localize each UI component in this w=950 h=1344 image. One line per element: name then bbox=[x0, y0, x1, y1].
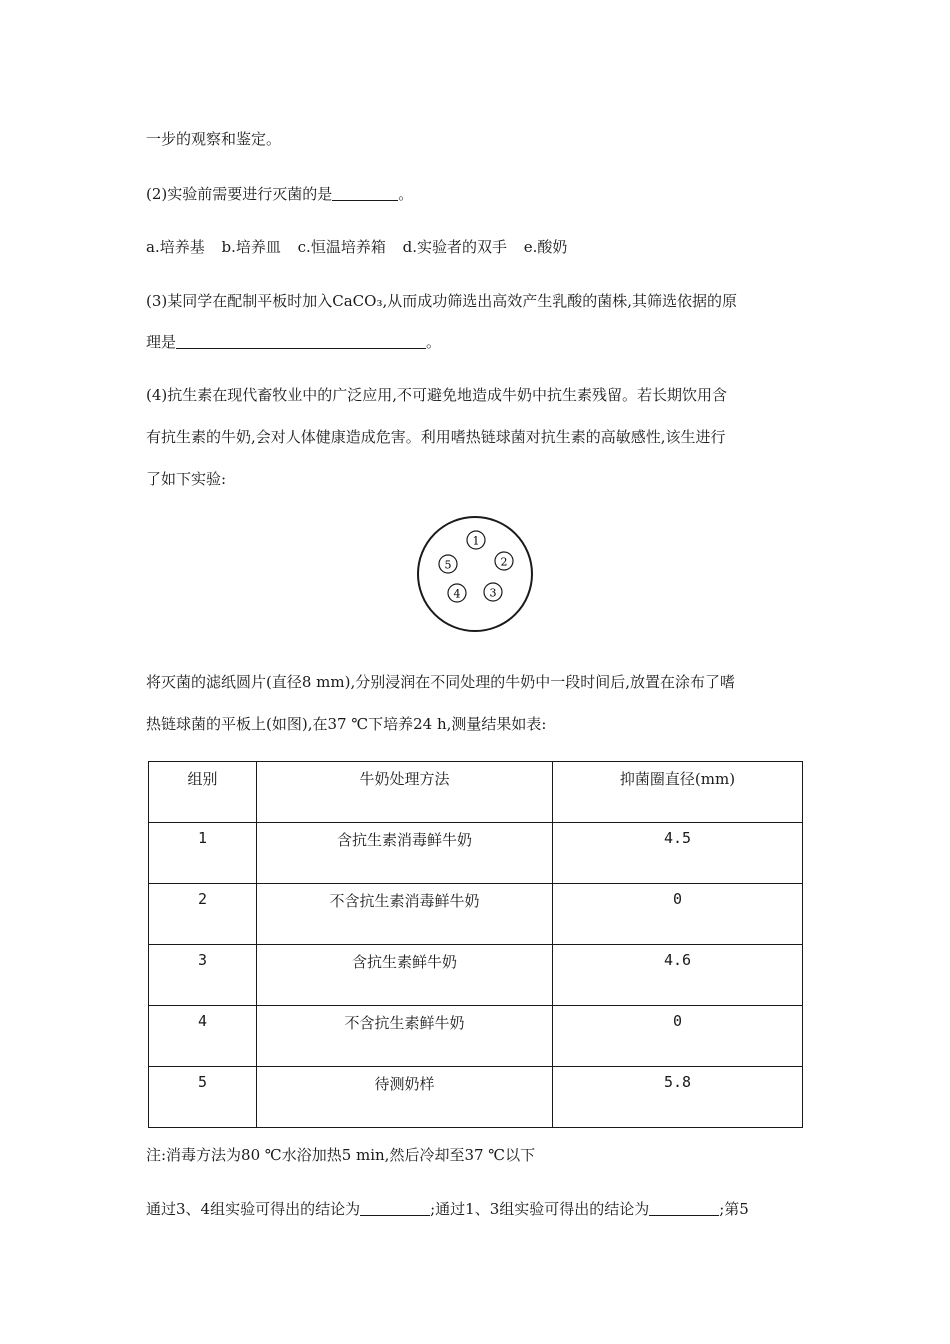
cell-method: 待测奶样 bbox=[257, 1067, 553, 1128]
question-3-prefix: 理是 bbox=[146, 333, 177, 351]
final-question-part-3: ;第5 bbox=[719, 1200, 749, 1218]
disc-label-1: 1 bbox=[472, 534, 480, 548]
table-row bbox=[149, 1006, 803, 1067]
question-2-text: (2)实验前需要进行灭菌的是 bbox=[146, 185, 333, 203]
answer-blank[interactable] bbox=[176, 333, 426, 349]
cell-diameter: 0 bbox=[553, 1006, 803, 1067]
option-e: e.酸奶 bbox=[523, 238, 568, 256]
option-b: b.培养皿 bbox=[221, 238, 281, 256]
table-note: 注:消毒方法为80 ℃水浴加热5 min,然后冷却至37 ℃以下 bbox=[146, 1146, 536, 1164]
final-question-part-2: ;通过1、3组实验可得出的结论为 bbox=[430, 1200, 650, 1218]
option-a: a.培养基 bbox=[146, 238, 205, 256]
cell-method: 含抗生素消毒鲜牛奶 bbox=[257, 823, 553, 884]
paragraph-continuation: 一步的观察和鉴定。 bbox=[146, 130, 282, 148]
table-row bbox=[149, 884, 803, 945]
disc-label-5: 5 bbox=[444, 558, 452, 572]
cell-diameter: 4.5 bbox=[553, 823, 803, 884]
question-4-line-3: 了如下实验: bbox=[146, 470, 227, 488]
description-line-1: 将灭菌的滤纸圆片(直径8 mm),分别浸润在不同处理的牛奶中一段时间后,放置在涂布了嗜 bbox=[146, 673, 736, 691]
disc-label-3: 3 bbox=[489, 586, 497, 600]
table-row bbox=[149, 945, 803, 1006]
cell-method: 不含抗生素鲜牛奶 bbox=[257, 1006, 553, 1067]
cell-diameter: 0 bbox=[553, 884, 803, 945]
answer-blank[interactable] bbox=[360, 1200, 430, 1216]
disc-label-4: 4 bbox=[453, 587, 461, 601]
cell-group: 3 bbox=[149, 945, 257, 1006]
cell-diameter: 5.8 bbox=[553, 1067, 803, 1128]
cell-method: 含抗生素鲜牛奶 bbox=[257, 945, 553, 1006]
header-method: 牛奶处理方法 bbox=[257, 762, 553, 823]
table-row bbox=[149, 823, 803, 884]
option-c: c.恒温培养箱 bbox=[297, 238, 386, 256]
petri-dish-figure bbox=[410, 515, 540, 633]
answer-blank[interactable] bbox=[649, 1200, 719, 1216]
final-question bbox=[146, 1198, 749, 1219]
question-3-line-1: (3)某同学在配制平板时加入CaCO₃,从而成功筛选出高效产生乳酸的菌株,其筛选依据的原 bbox=[146, 292, 737, 310]
question-4-line-1: (4)抗生素在现代畜牧业中的广泛应用,不可避免地造成牛奶中抗生素残留。若长期饮用含 bbox=[146, 386, 728, 404]
cell-method: 不含抗生素消毒鲜牛奶 bbox=[257, 884, 553, 945]
cell-group: 4 bbox=[149, 1006, 257, 1067]
question-2-suffix: 。 bbox=[398, 185, 414, 203]
table-header-row bbox=[149, 762, 803, 823]
cell-group: 5 bbox=[149, 1067, 257, 1128]
question-3-line-2 bbox=[146, 331, 441, 352]
question-2-options bbox=[146, 236, 579, 257]
option-d: d.实验者的双手 bbox=[402, 238, 507, 256]
disc-label-2: 2 bbox=[500, 555, 508, 569]
question-2 bbox=[146, 183, 413, 204]
cell-group: 1 bbox=[149, 823, 257, 884]
description-line-2: 热链球菌的平板上(如图),在37 ℃下培养24 h,测量结果如表: bbox=[146, 715, 547, 733]
table-row bbox=[149, 1067, 803, 1128]
answer-blank[interactable] bbox=[332, 185, 398, 201]
header-group: 组别 bbox=[149, 762, 257, 823]
question-3-suffix: 。 bbox=[426, 333, 442, 351]
final-question-part-1: 通过3、4组实验可得出的结论为 bbox=[146, 1200, 361, 1218]
question-4-line-2: 有抗生素的牛奶,会对人体健康造成危害。利用嗜热链球菌对抗生素的高敏感性,该生进行 bbox=[146, 428, 726, 446]
cell-diameter: 4.6 bbox=[553, 945, 803, 1006]
header-diameter: 抑菌圈直径(mm) bbox=[553, 762, 803, 823]
cell-group: 2 bbox=[149, 884, 257, 945]
results-table bbox=[148, 761, 803, 1128]
